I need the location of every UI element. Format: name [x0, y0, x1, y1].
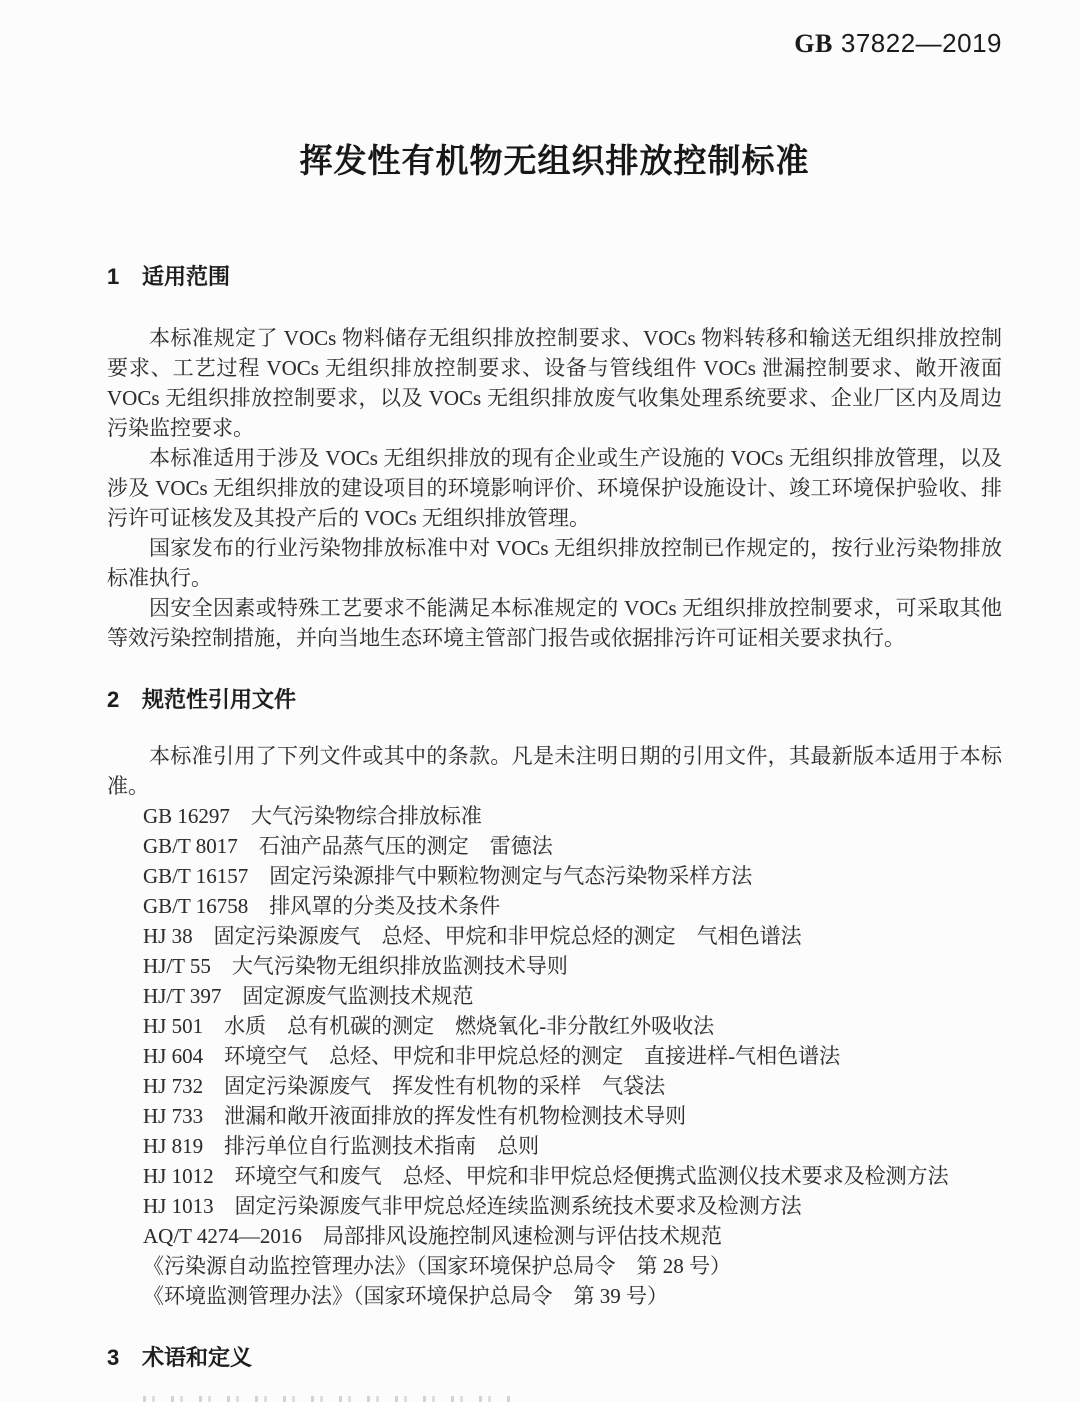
- reference-item: HJ 38 固定污染源废气 总烃、甲烷和非甲烷总烃的测定 气相色谱法: [143, 924, 802, 948]
- reference-item: HJ 732 固定污染源废气 挥发性有机物的采样 气袋法: [143, 1074, 666, 1098]
- section-1-paragraph-2: 本标准适用于涉及 VOCs 无组织排放的现有企业或生产设施的 VOCs 无组织排放管理，以及涉及 VOCs 无组织排放的建设项目的环境影响评价、环境保护设施设计、竣工环境保护验收、排污许可证核发及其投产后的 VOCs 无组织排放管理。: [107, 446, 1002, 530]
- standard-code-number: 37822—2019: [840, 28, 1002, 58]
- reference-item: HJ 1013 固定污染源废气非甲烷总烃连续监测系统技术要求及检测方法: [143, 1194, 802, 1218]
- reference-item: GB/T 8017 石油产品蒸气压的测定 雷德法: [143, 834, 553, 858]
- reference-item: HJ/T 397 固定源废气监测技术规范: [143, 984, 474, 1008]
- cut-off-text-line: [143, 1396, 515, 1402]
- reference-item: HJ 604 环境空气 总烃、甲烷和非甲烷总烃的测定 直接进样-气相色谱法: [143, 1044, 841, 1068]
- standard-code: [107, 26, 1002, 61]
- standard-code-prefix: GB: [794, 29, 833, 58]
- reference-item: GB 16297 大气污染物综合排放标准: [143, 804, 482, 828]
- section-1-title: 适用范围: [142, 264, 231, 289]
- section-1-number: 1: [107, 264, 120, 289]
- section-1-paragraph-3: 国家发布的行业污染物排放标准中对 VOCs 无组织排放控制已作规定的，按行业污染物排放标准执行。: [107, 536, 1002, 590]
- reference-item: GB/T 16157 固定污染源排气中颗粒物测定与气态污染物采样方法: [143, 864, 753, 888]
- reference-item: HJ 1012 环境空气和废气 总烃、甲烷和非甲烷总烃便携式监测仪技术要求及检测方法: [143, 1164, 949, 1188]
- section-3-number: 3: [107, 1345, 120, 1370]
- section-1-heading: [107, 263, 1002, 291]
- reference-item: HJ 819 排污单位自行监测技术指南 总则: [143, 1134, 540, 1158]
- reference-item: HJ 733 泄漏和敞开液面排放的挥发性有机物检测技术导则: [143, 1104, 687, 1128]
- document-title: 挥发性有机物无组织排放控制标准: [299, 142, 810, 179]
- reference-item: GB/T 16758 排风罩的分类及技术条件: [143, 894, 501, 918]
- reference-item: HJ 501 水质 总有机碳的测定 燃烧氧化-非分散红外吸收法: [143, 1014, 715, 1038]
- reference-list: [107, 801, 1002, 1311]
- section-2-number: 2: [107, 687, 120, 712]
- reference-item: AQ/T 4274—2016 局部排风设施控制风速检测与评估技术规范: [143, 1224, 722, 1248]
- section-1-paragraph-4: 因安全因素或特殊工艺要求不能满足本标准规定的 VOCs 无组织排放控制要求，可采取其他等效污染控制措施，并向当地生态环境主管部门报告或依据排污许可证相关要求执行。: [107, 596, 1002, 650]
- reference-item: 《环境监测管理办法》（国家环境保护总局令 第 39 号）: [143, 1284, 668, 1308]
- section-2-heading: [107, 686, 1002, 714]
- reference-item: 《污染源自动监控管理办法》（国家环境保护总局令 第 28 号）: [143, 1254, 731, 1278]
- section-3-heading: [107, 1344, 1002, 1372]
- section-3-title: 术语和定义: [142, 1345, 253, 1370]
- section-1-paragraph-1: 本标准规定了 VOCs 物料储存无组织排放控制要求、VOCs 物料转移和输送无组织排放控制要求、工艺过程 VOCs 无组织排放控制要求、设备与管线组件 VOCs 泄漏控制要求、敞开液面 VOCs 无组织排放控制要求，以及 VOCs 无组织排放废气收集处理系统要求、企业厂区内及周边污染监控要求。: [107, 326, 1002, 440]
- section-2-intro: 本标准引用了下列文件或其中的条款。凡是未注明日期的引用文件，其最新版本适用于本标准。: [107, 744, 1002, 798]
- section-1-body: [107, 323, 1002, 653]
- reference-item: HJ/T 55 大气污染物无组织排放监测技术导则: [143, 954, 568, 978]
- section-2-title: 规范性引用文件: [142, 687, 297, 712]
